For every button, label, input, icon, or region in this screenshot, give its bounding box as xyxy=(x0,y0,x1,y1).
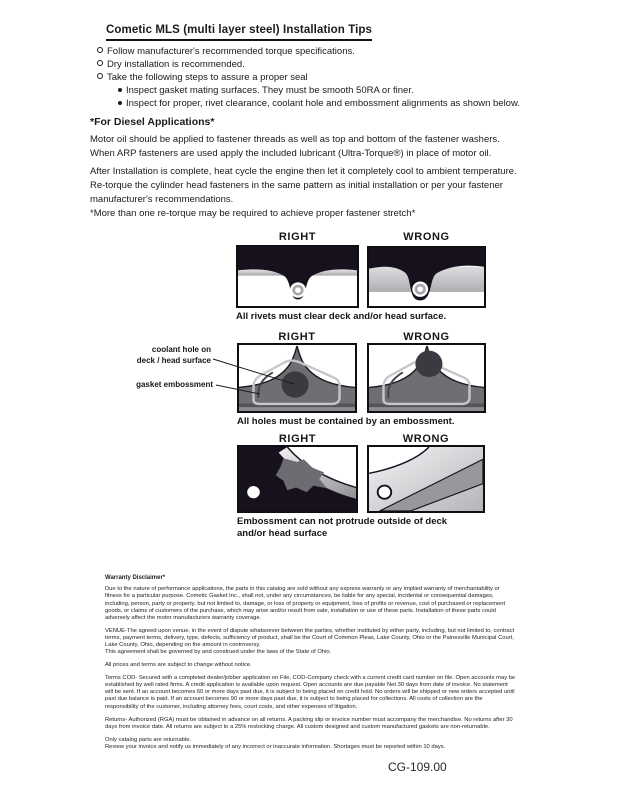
warranty-paragraph: Review your invoice and notify us immediately of any incorrect or inaccurate information. Shortages must be reported within 10 days. xyxy=(105,744,446,751)
embossment-right-art xyxy=(239,447,356,511)
diesel-heading: *For Diesel Applications* xyxy=(90,116,215,128)
tip-text: Dry installation is recommended. xyxy=(107,59,245,70)
coolant-hole-label: coolant hole on deck / head surface xyxy=(136,345,211,365)
tip-item xyxy=(97,58,520,71)
right-label: RIGHT xyxy=(278,433,317,445)
rivet-wrong-diagram xyxy=(367,246,486,308)
open-bullet-icon xyxy=(97,47,103,53)
warranty-heading: Warranty Disclaimer* xyxy=(105,575,166,581)
warranty-paragraph: Terms COD- Secured with a completed dealer/jobber application on File, COD-Company check with a current credit card number on file. Open accounts may be established by well rated firms. A credit application is available upon request. Open accounts are due payable Net 30 days from date of invoice. No statement will be sent. If an account becomes 60 or more days past due, it is subject to being placed on credit hold. No orders will be shipped or new orders accepted until past due balance is paid. If an account becomes 90 or more days past due, it is subject to being placed for collections. All costs of collection are the responsibility of the customer, including attorney fees, court costs, and other expenses of litigation. xyxy=(105,674,516,710)
tip-sub-item xyxy=(118,84,520,97)
warranty-paragraph: Due to the nature of performance applications, the parts in this catalog are sold without any express warranty or any implied warranty of merchantability or fitness for a particular purpose. Cometic Gasket Inc., shall not, under any circumstances, be liable for any special, incidental or consequential damages, including, person, party or property, but not limited to, damage, or loss of property or equipment, loss of profits or revenue, cost of purchased or replacement goods, or claims of customers of the purchase, which may arise and/or result from sale, installation or use of these parts. Installation of these parts could adversely affect the motor manufacturers warranty coverage. xyxy=(105,586,506,622)
installation-tips-list xyxy=(97,45,520,110)
bullet-icon xyxy=(118,101,122,105)
diesel-paragraph: *More than one re-torque may be required to achieve proper fastener stretch* xyxy=(90,208,416,219)
tip-text: Take the following steps to assure a proper seal xyxy=(107,72,308,83)
embossment-right-diagram xyxy=(237,445,358,513)
wrong-label: WRONG xyxy=(403,231,450,243)
embossment-wrong-art xyxy=(369,447,483,511)
warranty-paragraph: VENUE-The agreed upon venue, in the event of dispute whatsoever between the parties, whether instituted by either party, including, but not limited to, contract terms, payment terms, delivery, type, defects, sufficiency of product, shall be the Court of Common Pleas, Lake County, Ohio or the Painesville Municipal Court, Lake County, Ohio, depending on the amount in controversy. xyxy=(105,627,515,649)
page-title: Cometic MLS (multi layer steel) Installation Tips xyxy=(106,24,372,41)
warranty-paragraph: Only catalog parts are returnable. xyxy=(105,737,192,744)
tip-text: Inspect for proper, rivet clearance, coolant hole and embossment alignments as shown below. xyxy=(126,98,520,109)
document-code: CG-109.00 xyxy=(388,760,447,774)
tip-sub-item xyxy=(118,97,520,110)
tip-item xyxy=(97,45,520,58)
warranty-paragraph: This agreement shall be governed by and construed under the laws of the State of Ohio. xyxy=(105,649,332,656)
diesel-paragraph: Motor oil should be applied to fastener threads as well as top and bottom of the fastener washers. When ARP fasteners are used apply the included lubricant (Ultra-Torque®) in place of motor oil. xyxy=(90,134,500,159)
diesel-paragraph: After Installation is complete, heat cycle the engine then let it completely cool to ambient temperature. Re-torque the cylinder head fasteners in the same pattern as initial installation or per your fastener manufacturer's recommendations. xyxy=(90,166,517,205)
warranty-paragraph: Returns- Authorized (RGA) must be obtained in advance on all returns. A packing slip or invoice number must accompany the merchandise. No returns after 30 days from invoice date. All returns are subject to a 25% restocking charge. All custom designed and custom manufactured gaskets are non-returnable. xyxy=(105,716,513,730)
right-label: RIGHT xyxy=(278,231,317,243)
gasket-embossment-label: gasket embossment xyxy=(136,380,213,389)
coolant-hole-icon xyxy=(415,351,442,377)
wrong-label: WRONG xyxy=(403,331,450,343)
embossment-caption-line1: Embossment can not protrude outside of deck xyxy=(237,516,448,527)
open-bullet-icon xyxy=(97,60,103,66)
bolt-hole-icon xyxy=(378,486,392,499)
rivet-right-diagram xyxy=(236,245,359,308)
coolant-wrong-diagram xyxy=(367,343,486,413)
embossment-caption-line2: and/or head surface xyxy=(237,528,328,539)
rivet-wrong-art xyxy=(369,248,484,306)
coolant-caption: All holes must be contained by an embossment. xyxy=(237,416,455,427)
wrong-label: WRONG xyxy=(402,433,450,445)
open-bullet-icon xyxy=(97,73,103,79)
rivet-caption: All rivets must clear deck and/or head surface. xyxy=(236,311,447,322)
coolant-right-diagram xyxy=(237,343,357,413)
coolant-wrong-art xyxy=(369,345,484,411)
bullet-icon xyxy=(118,88,122,92)
warranty-section xyxy=(105,575,517,752)
tip-item xyxy=(97,71,520,84)
rivet-right-art xyxy=(238,247,357,306)
tip-text: Inspect gasket mating surfaces. They must be smooth 50RA or finer. xyxy=(126,85,414,96)
right-label: RIGHT xyxy=(278,331,316,343)
bolt-hole-icon xyxy=(247,486,260,498)
warranty-paragraph: All prices and terms are subject to change without notice. xyxy=(105,662,252,669)
tip-text: Follow manufacturer's recommended torque specifications. xyxy=(107,46,355,57)
coolant-right-art xyxy=(239,345,355,411)
embossment-wrong-diagram xyxy=(367,445,485,513)
coolant-hole-icon xyxy=(282,371,309,397)
